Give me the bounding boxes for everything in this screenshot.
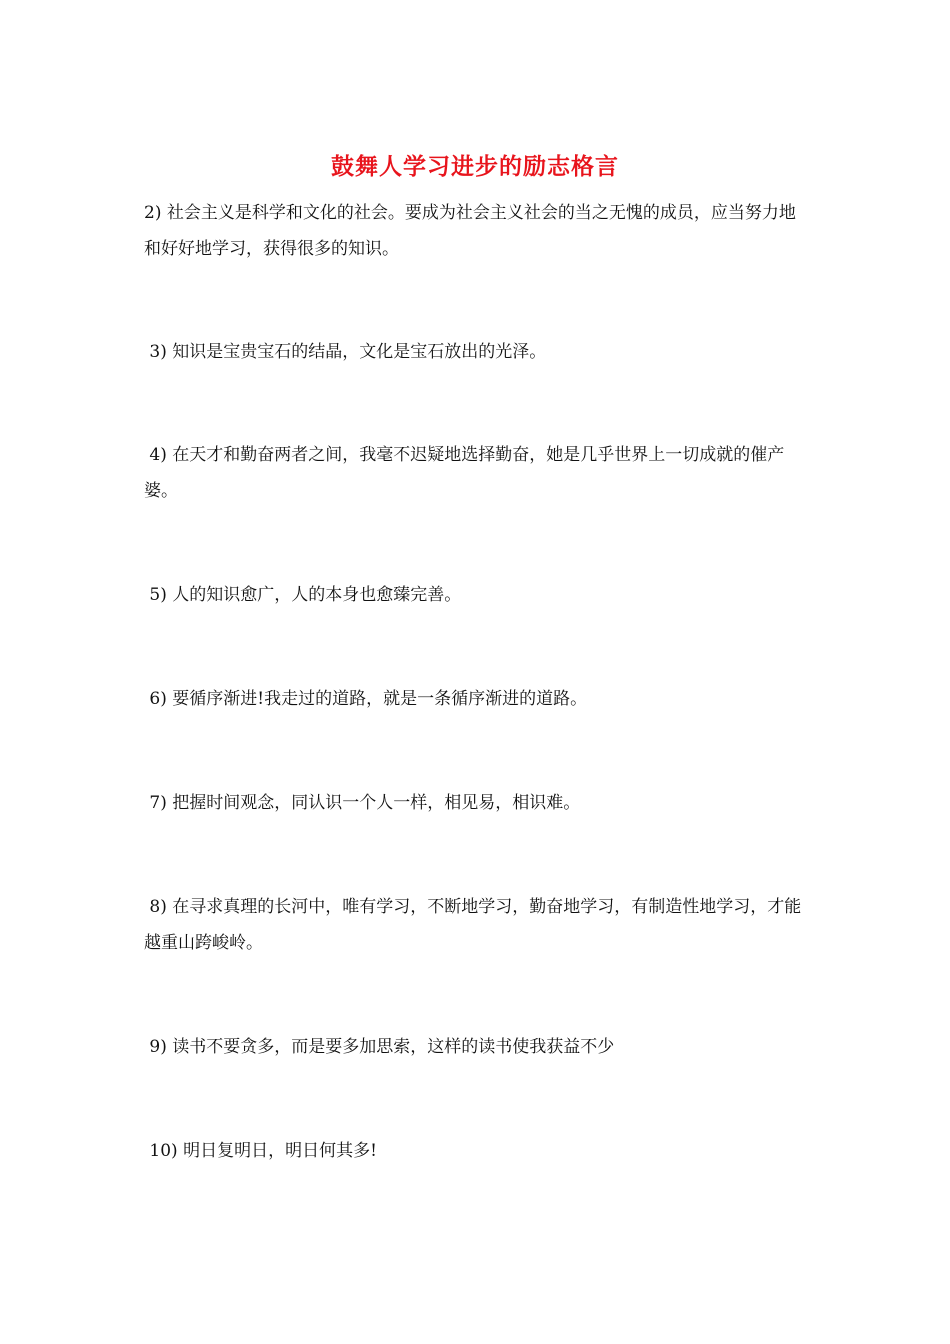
quote-paragraph-5: 5) 人的知识愈广，人的本身也愈臻完善。 — [144, 585, 462, 605]
quote-paragraph-10: 10) 明日复明日，明日何其多! — [144, 1141, 377, 1161]
quote-paragraph-9: 9) 读书不要贪多，而是要多加思索，这样的读书使我获益不少 — [144, 1037, 615, 1057]
quote-paragraph-3: 3) 知识是宝贵宝石的结晶，文化是宝石放出的光泽。 — [144, 342, 547, 362]
quote-paragraph-6: 6) 要循序渐进!我走过的道路，就是一条循序渐进的道路。 — [144, 689, 588, 709]
quote-paragraph-4: 4) 在天才和勤奋两者之间，我毫不迟疑地选择勤奋，她是几乎世界上一切成就的催产婆。 — [144, 445, 785, 501]
quote-paragraph-8: 8) 在寻求真理的长河中，唯有学习，不断地学习，勤奋地学习，有制造性地学习，才能越重山跨峻岭。 — [144, 897, 802, 953]
quote-paragraph-7: 7) 把握时间观念，同认识一个人一样，相见易，相识难。 — [144, 793, 581, 813]
quote-paragraph-2: 2) 社会主义是科学和文化的社会。要成为社会主义社会的当之无愧的成员，应当努力地和好好地学习，获得很多的知识。 — [144, 203, 796, 259]
document-title: 鼓舞人学习进步的励志格言 — [331, 154, 619, 180]
